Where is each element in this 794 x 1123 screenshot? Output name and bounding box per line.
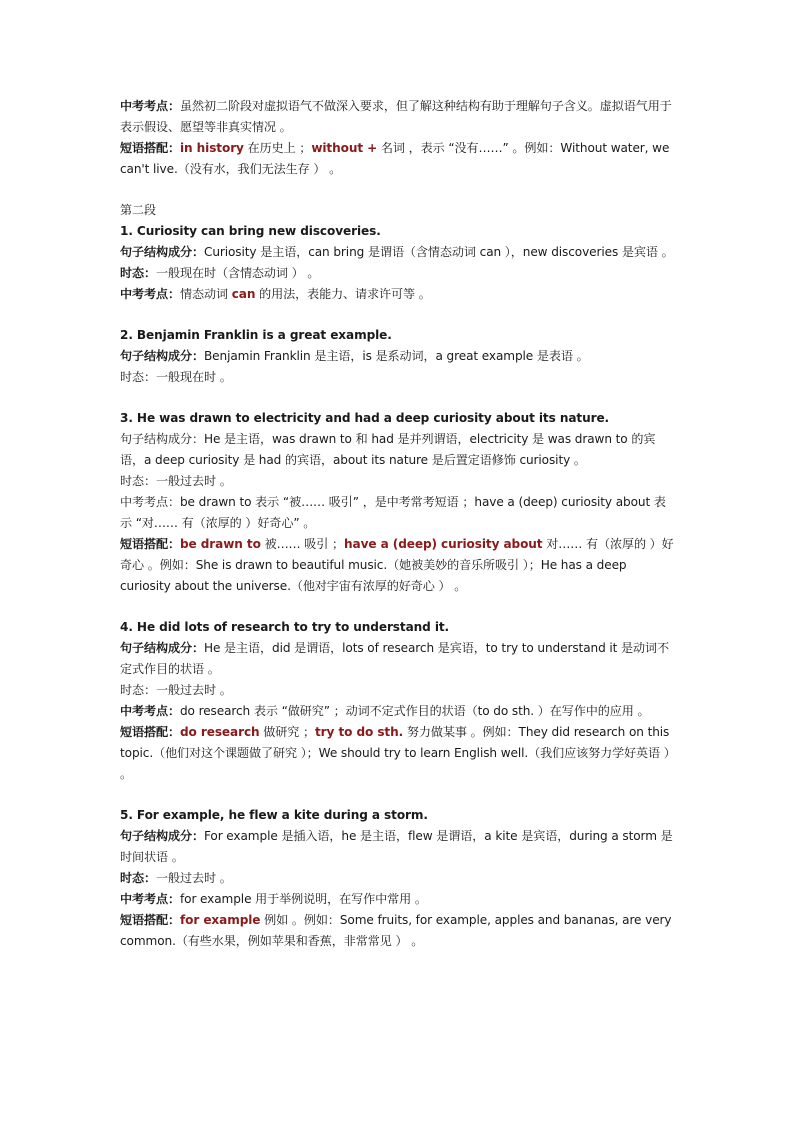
text: Curiosity 是主语，can bring 是谓语（含情态动词 can ），new discoveries 是宾语 。 [203, 245, 674, 259]
text: 时态：一般现在时 。 [120, 370, 232, 384]
analysis-line [120, 889, 676, 910]
label-phrases: 短语搭配： [120, 141, 180, 155]
label: 句子结构成分： [120, 349, 204, 363]
text: 时态：一般过去时 。 [120, 683, 232, 697]
sentence-title: 3. He was drawn to electricity and had a deep curiosity about its nature. [120, 411, 610, 425]
phrase: can [231, 287, 256, 301]
analysis-line [120, 429, 676, 471]
analysis-line [120, 471, 676, 492]
sentence-title: 4. He did lots of research to try to understand it. [120, 620, 450, 634]
phrase: in history [179, 141, 244, 155]
label: 中考考点： [120, 704, 180, 718]
label: 句子结构成分： [120, 641, 204, 655]
label: 短语搭配： [120, 725, 180, 739]
label-exam-point: 中考考点： [120, 99, 180, 113]
sentence-block [120, 221, 676, 305]
analysis-line [120, 868, 676, 889]
text: 做研究 ； [259, 725, 315, 739]
text: 情态动词 [179, 287, 232, 301]
label: 时态： [120, 266, 156, 280]
text: Benjamin Franklin 是主语，is 是系动词，a great example 是表语 。 [203, 349, 589, 363]
text: 例如 。例如：Some fruits, for example, apples and bananas, are very common.（有些水果，例如苹果和香蕉，非常常见 ） 。 [120, 913, 672, 948]
phrase: have a (deep) curiosity about [344, 537, 543, 551]
document-page [120, 96, 676, 952]
sentence-list [120, 221, 676, 952]
text: 句子结构成分：He 是主语，was drawn to 和 had 是并列谓语，electricity 是 was drawn to 的宾语，a deep curiosity 是 had 的宾语，about its nature 是后置定语修饰 curiosity 。 [120, 432, 656, 467]
label: 短语搭配： [120, 913, 180, 927]
text: 名词 ，表示 “没有……” 。例如：Without water, we can't live.（没有水，我们无法生存 ） 。 [120, 141, 670, 176]
label: 短语搭配： [120, 537, 180, 551]
label: 句子结构成分： [120, 829, 204, 843]
text: 中考考点：be drawn to 表示 “被…… 吸引” ，是中考常考短语 ；have a (deep) curiosity about 表示 “对…… 有（浓厚的 ）好奇心” 。 [120, 495, 666, 530]
analysis-line [120, 910, 676, 952]
label: 中考考点： [120, 892, 180, 906]
text: 虽然初二阶段对虚拟语气不做深入要求，但了解这种结构有助于理解句子含义。虚拟语气用于表示假设、愿望等非真实情况 。 [120, 99, 672, 134]
analysis-line [120, 263, 676, 284]
text: 时态：一般过去时 。 [120, 474, 232, 488]
phrase: for example [179, 913, 261, 927]
analysis-line [120, 722, 676, 785]
sentence-title: 2. Benjamin Franklin is a great example. [120, 328, 392, 342]
phrase: be drawn to [179, 537, 261, 551]
text: 一般过去时 。 [155, 871, 232, 885]
sentence-title: 1. Curiosity can bring new discoveries. [120, 224, 381, 238]
text: He 是主语，did 是谓语，lots of research 是宾语，to try to understand it 是动词不定式作目的状语 。 [120, 641, 670, 676]
phrase: without + [311, 141, 378, 155]
analysis-line [120, 534, 676, 597]
analysis-line [120, 826, 676, 868]
intro-phrases [120, 138, 676, 180]
label: 句子结构成分： [120, 245, 204, 259]
sentence-block [120, 805, 676, 952]
label: 时态： [120, 871, 156, 885]
label: 中考考点： [120, 287, 180, 301]
sentence-block [120, 408, 676, 597]
analysis-line [120, 242, 676, 263]
text: 在历史上 ； [243, 141, 312, 155]
text: 对…… 有（浓厚的 ）好奇心 。例如：She is drawn to beautiful music.（她被美妙的音乐所吸引 ）；He has a deep curiosity about the universe.（他对宇宙有浓厚的好奇心 ） 。 [120, 537, 674, 593]
text: 努力做某事 。例如：They did research on this topic.（他们对这个课题做了研究 ）；We should try to learn English well.（我们应该努力学好英语 ） 。 [120, 725, 676, 781]
analysis-line [120, 492, 676, 534]
intro-exam-point [120, 96, 676, 138]
analysis-line [120, 638, 676, 680]
text: do research 表示 “做研究” ；动词不定式作目的状语（to do sth. ）在写作中的应用 。 [179, 704, 650, 718]
text: 被…… 吸引 ； [260, 537, 345, 551]
analysis-line [120, 680, 676, 701]
sentence-block [120, 325, 676, 388]
sentence-title: 5. For example, he flew a kite during a storm. [120, 808, 428, 822]
text: 的用法，表能力、请求许可等 。 [255, 287, 431, 301]
text: 一般现在时（含情态动词 ） 。 [155, 266, 320, 280]
sentence-block [120, 617, 676, 785]
analysis-line [120, 367, 676, 388]
phrase: try to do sth. [315, 725, 404, 739]
section-title: 第二段 [120, 203, 156, 217]
text: For example 是插入语，he 是主语，flew 是谓语，a kite 是宾语，during a storm 是时间状语 。 [120, 829, 673, 864]
text: for example 用于举例说明，在写作中常用 。 [179, 892, 427, 906]
analysis-line [120, 284, 676, 305]
analysis-line [120, 346, 676, 367]
analysis-line [120, 701, 676, 722]
phrase: do research [179, 725, 260, 739]
